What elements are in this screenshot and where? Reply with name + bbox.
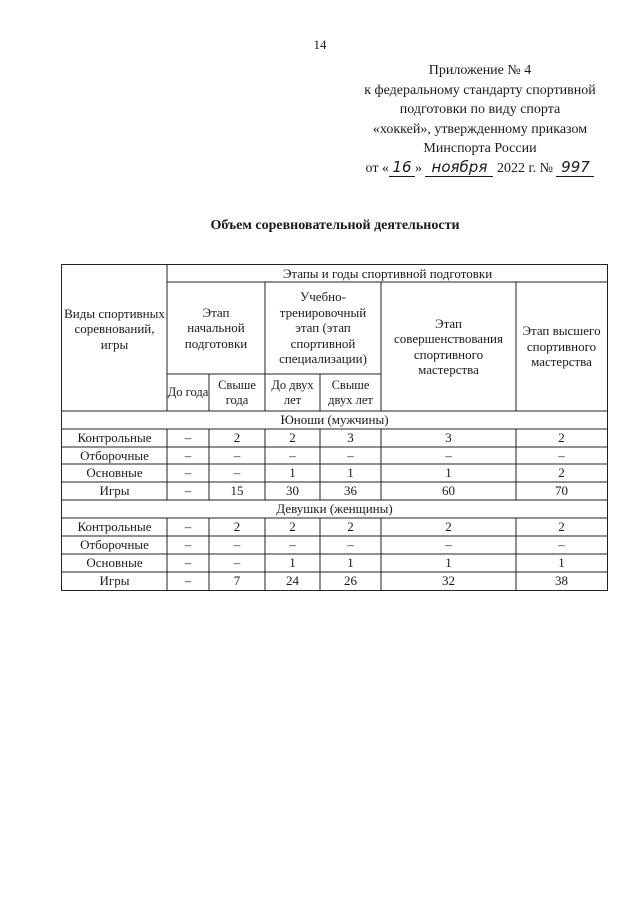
table-cell: –	[184, 555, 192, 571]
table-cell: –	[233, 555, 241, 571]
table-cell: –	[289, 537, 296, 553]
subheader-up-to-year: До года	[167, 385, 209, 399]
table-cell: –	[184, 465, 192, 481]
appendix-line-5: Минспорта России	[423, 141, 537, 156]
subheader-over-two-years: Свыше двух лет	[328, 377, 373, 407]
table-cell: 7	[233, 573, 241, 589]
table-cell: –	[347, 447, 354, 463]
table-cell: –	[289, 447, 296, 463]
table-cell: 1	[445, 465, 452, 481]
table-cell: –	[184, 483, 192, 499]
subheader-over-year: Свыше года	[218, 377, 256, 407]
table-cell: 36	[344, 483, 357, 499]
handwritten-order-number: 997	[556, 159, 594, 177]
table-cell: 26	[344, 573, 357, 589]
row-label: Контрольные	[77, 430, 152, 446]
section-title-boys: Юноши (мужчины)	[280, 412, 389, 428]
table-cell: 38	[555, 573, 568, 589]
table-cell: –	[233, 447, 241, 463]
section-title-girls: Девушки (женщины)	[276, 501, 393, 517]
table-cell: 3	[347, 430, 354, 446]
handwritten-month: ноября	[425, 159, 493, 177]
competition-volume-table	[61, 264, 608, 591]
table-cell: 2	[233, 430, 241, 446]
table-cell: 32	[442, 573, 455, 589]
table-cell: 1	[558, 555, 565, 571]
row-header: Виды спортивных соревнований, игры	[64, 305, 165, 352]
table-cell: –	[233, 537, 241, 553]
date-year: 2022 г. №	[496, 160, 553, 176]
table-cell: 2	[445, 519, 452, 535]
handwritten-day: 16	[389, 159, 415, 177]
appendix-line-2: к федеральному стандарту спортивной	[364, 82, 596, 98]
document-title: Объем соревновательной деятельности	[210, 218, 460, 233]
table-cell: –	[347, 537, 354, 553]
table-cell: 2	[558, 465, 565, 481]
table-cell: 2	[558, 430, 565, 446]
table-cell: 2	[233, 519, 241, 535]
row-label: Основные	[86, 555, 143, 571]
row-label: Отборочные	[80, 537, 149, 553]
table-cell: –	[184, 430, 192, 446]
table-cell: –	[233, 465, 241, 481]
table-cell: –	[184, 447, 192, 463]
row-label: Контрольные	[77, 519, 152, 535]
table-cell: 30	[286, 483, 299, 499]
table-cell: 1	[289, 555, 296, 571]
table-cell: –	[558, 537, 565, 553]
appendix-header	[340, 61, 620, 178]
table-cell: –	[184, 537, 192, 553]
table-cell: 1	[289, 465, 296, 481]
table-cell: 24	[286, 573, 299, 589]
table-cell: –	[445, 537, 452, 553]
date-prefix: от «	[365, 160, 389, 176]
row-label: Игры	[99, 483, 130, 499]
table-cell: –	[184, 573, 192, 589]
table-cell: –	[445, 447, 452, 463]
header-stage-initial: Этап начальной подготовки	[184, 304, 248, 351]
subheader-up-to-two-years: До двух лет	[271, 377, 314, 407]
table-cell: 2	[289, 430, 296, 446]
appendix-line-4: «хоккей», утвержденному приказом	[372, 121, 588, 137]
header-stage-higher: Этап высшего спортивного мастерства	[522, 323, 601, 370]
page-number: 14	[313, 37, 327, 52]
appendix-line-3: подготовки по виду спорта	[399, 102, 561, 117]
table-cell: 2	[558, 519, 565, 535]
row-label: Отборочные	[80, 447, 149, 463]
order-date-line	[340, 159, 620, 179]
table-cell: –	[558, 447, 565, 463]
table-cell: 1	[445, 555, 452, 571]
table-cell: 1	[347, 555, 354, 571]
table-cell: 1	[347, 465, 354, 481]
table-cell: 70	[555, 483, 568, 499]
table-cell: –	[184, 519, 192, 535]
table-cell: 15	[230, 483, 244, 499]
date-mid: »	[414, 160, 422, 176]
table-cell: 60	[442, 483, 455, 499]
row-label: Основные	[86, 465, 143, 481]
table-cell: 2	[289, 519, 296, 535]
column-header-main: Этапы и годы спортивной подготовки	[282, 265, 493, 281]
header-stage-training: Учебно-тренировочный этап (этап спортивной специализации)	[279, 289, 367, 367]
appendix-number: Приложение № 4	[428, 63, 532, 78]
table-cell: 2	[347, 519, 354, 535]
table-cell: 3	[445, 430, 452, 446]
header-stage-improvement: Этап совершенствования спортивного мастерства	[394, 315, 503, 377]
row-label: Игры	[99, 573, 130, 589]
